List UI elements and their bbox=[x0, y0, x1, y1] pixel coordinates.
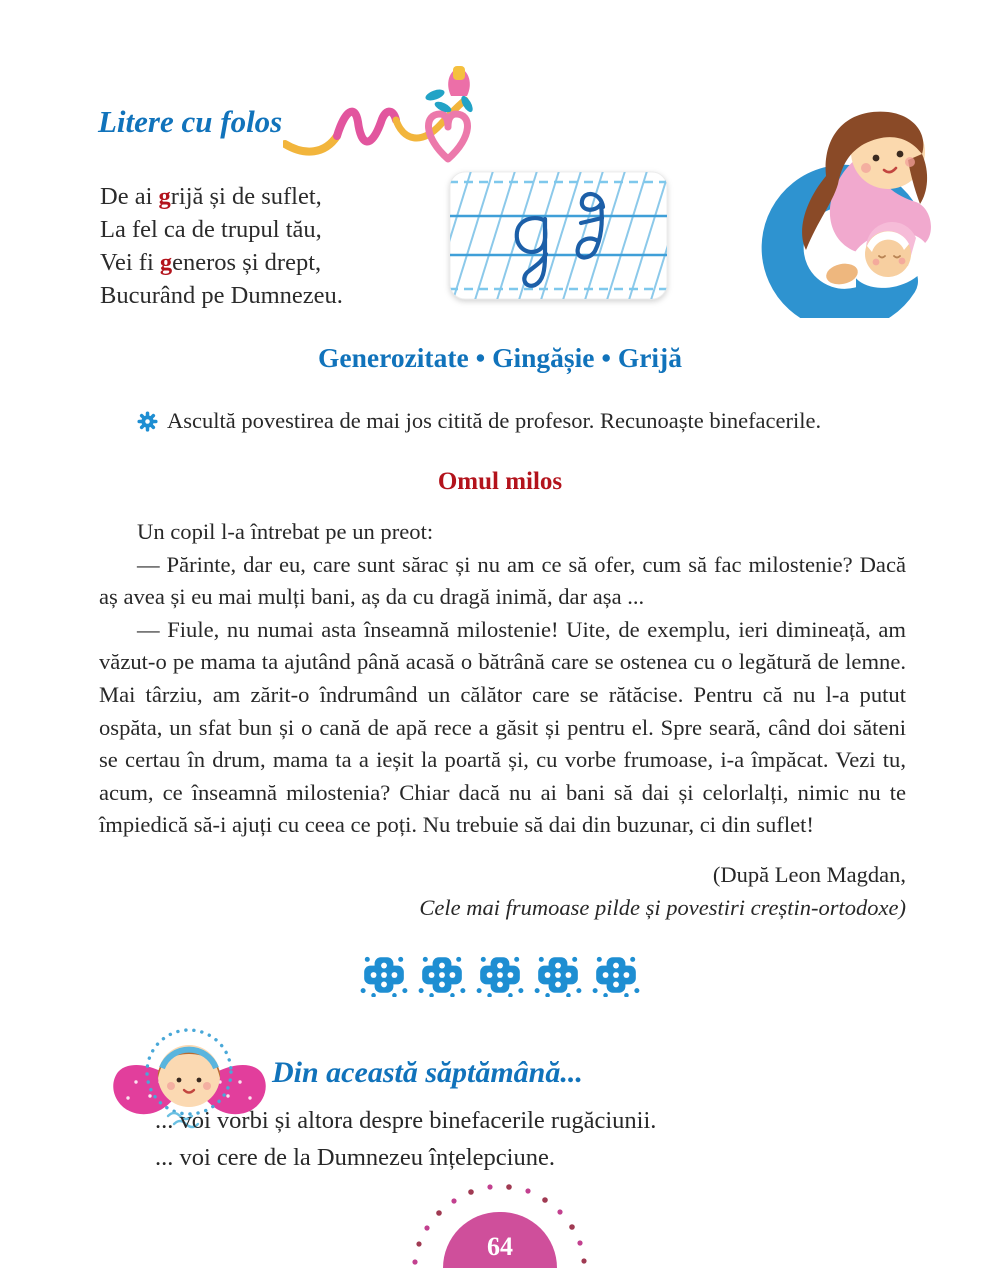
poem-line: Vei fi generos și drept, bbox=[100, 249, 322, 276]
page-title: Litere cu folos bbox=[98, 104, 283, 139]
story-attribution bbox=[99, 858, 906, 924]
letter-g-illustration bbox=[738, 88, 968, 318]
story-title: Omul milos bbox=[437, 468, 563, 495]
weekly-items bbox=[155, 1102, 656, 1176]
cross-icon bbox=[418, 953, 466, 997]
weekly-item: ... voi cere de la Dumnezeu înțelepciune. bbox=[155, 1144, 555, 1171]
poem bbox=[100, 180, 343, 312]
story-paragraph: — Părinte, dar eu, care sunt sărac și nu am ce să ofer, cum să fac milostenie? Dacă aș avea și eu mai mulți bani, aș da cu dragă inimă, dar așa ... bbox=[99, 551, 906, 610]
poem-line: Bucurând pe Dumnezeu. bbox=[100, 282, 343, 309]
weekly-heading: Din această săptămână... bbox=[272, 1056, 583, 1089]
story-paragraph: Un copil l-a întrebat pe un preot: bbox=[137, 519, 434, 544]
cross-icon bbox=[534, 953, 582, 997]
cross-icon bbox=[592, 953, 640, 997]
story-body bbox=[99, 516, 906, 842]
attribution-book: Cele mai frumoase pilde și povestiri creștin-ortodoxe) bbox=[419, 895, 906, 920]
keywords-heading: Generozitate • Gingășie • Grijă bbox=[318, 342, 682, 373]
instruction-text: Ascultă povestirea de mai jos citită de profesor. Recunoaște binefacerile. bbox=[167, 408, 822, 433]
page-number: 64 bbox=[443, 1212, 557, 1268]
cross-icon bbox=[476, 953, 524, 997]
story-paragraph: — Fiule, nu numai asta înseamnă milostenie! Uite, de exemplu, ieri dimineață, am văzut-o pe mama ta ajutând până acasă o bătrână care se ostenea cu o legătură de lemne. Mai târziu, am zărit-o îndrumând un călător care se rătăcise. Pentru că nu l-a putut ospăta, un sfat bun și o cană de apă rece a găsit și pentru el. Spre seară, când doi săteni se certau în drum, mama ta a ieșit la poartă și, cu vorbe frumoase, i-a împăcat. Vezi tu, acum, ce înseamnă milostenia? Chiar dacă nu ai bani să dai și celorlalți, nimic nu te împiedică să-i ajuți cu ceea ce poți. Nu trebuie să dai din buzunar, ci din suflet! bbox=[99, 616, 906, 838]
poem-line: La fel ca de trupul tău, bbox=[100, 216, 322, 243]
attribution-author: (După Leon Magdan, bbox=[712, 862, 906, 887]
instruction-row bbox=[137, 406, 927, 436]
poem-line: De ai grijă și de suflet, bbox=[100, 183, 322, 210]
gear-icon bbox=[137, 411, 158, 432]
ribbon-heart-decoration bbox=[283, 62, 488, 170]
cross-ornament-row bbox=[0, 953, 1000, 997]
handwriting-practice-card bbox=[449, 171, 668, 300]
weekly-item: ... voi vorbi și altora despre binefacerile rugăciunii. bbox=[155, 1107, 657, 1134]
cross-icon bbox=[360, 953, 408, 997]
